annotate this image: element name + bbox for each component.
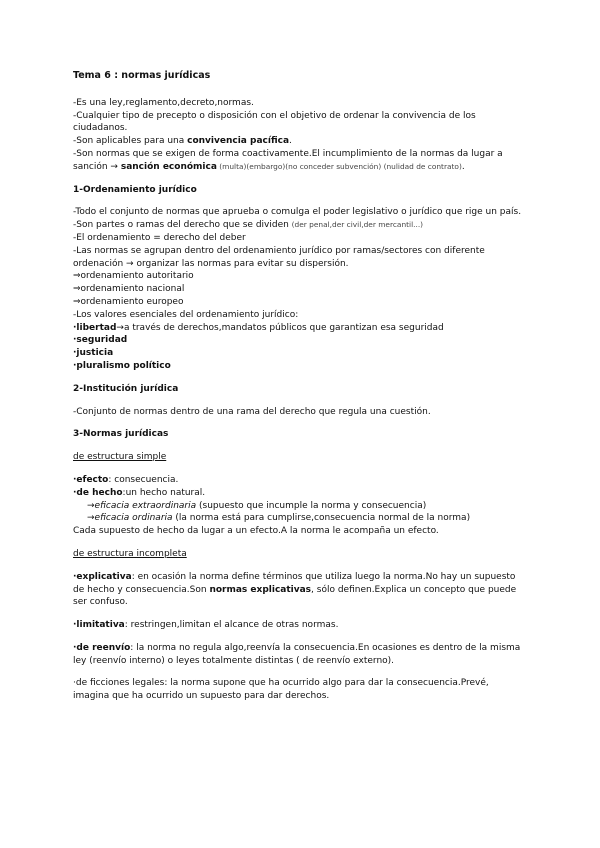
reenvio-text: : la norma no regula algo,reenvía la consecuencia.En ocasiones es dentro de la misma ley (reenvío interno) o leyes totalmente distintas ( de reenvío externo). — [73, 642, 521, 666]
section-3-heading: 3-Normas jurídicas — [73, 429, 169, 440]
ficciones-para: ·de ficciones legales: la norma supone que ha ocurrido algo para dar la consecuencia.Prevé, imagina que ha ocurrido un supuesto para dar derechos. — [73, 678, 489, 702]
efecto-label: ·efecto — [73, 474, 109, 485]
limitativa-text: : restringen,limitan el alcance de otras normas. — [124, 620, 339, 631]
valor-seguridad — [73, 334, 523, 347]
valor-pluralismo — [73, 360, 523, 373]
limitativa-para — [73, 619, 523, 632]
valor-justicia-label: ·justicia — [73, 348, 114, 359]
efecto-line — [73, 474, 523, 487]
explicativa-para — [73, 571, 523, 609]
subheading-estructura-simple: de estructura simple — [73, 452, 167, 463]
s1-line-2 — [73, 219, 523, 232]
explicativa-text-2: , sólo definen.Explica un concepto que puede ser confuso. — [73, 584, 517, 608]
eficacia-extraordinaria-label: →eficacia extraordinaria — [87, 500, 197, 511]
s1-line-2-ramas: (der penal,der civil,der mercantil...) — [291, 220, 424, 230]
normas-explicativas: normas explicativas — [209, 584, 312, 595]
s1-line-6: ⇒ordenamiento nacional — [73, 284, 185, 295]
valor-seguridad-label: ·seguridad — [73, 335, 128, 346]
eficacia-extraordinaria-text: (supuesto que incumple la norma y consecuencia) — [196, 500, 427, 511]
hecho-label: ·de hecho — [73, 487, 123, 498]
s2-line-1: -Conjunto de normas dentro de una rama del derecho que regula una cuestión. — [73, 406, 431, 417]
s1-line-4: -Las normas se agrupan dentro del ordenamiento jurídico por ramas/sectores con diferente ordenación → organizar las normas para evitar su dispersión. — [73, 245, 485, 269]
intro-line-4-end: . — [461, 161, 465, 172]
eficacia-ordinaria — [73, 512, 523, 525]
s1-line-8: -Los valores esenciales del ordenamiento jurídico: — [73, 309, 299, 320]
reenvio-label: ·de reenvío — [73, 642, 131, 653]
document-page — [73, 70, 523, 703]
s1-line-3: -El ordenamiento = derecho del deber — [73, 232, 246, 243]
section-3 — [73, 428, 523, 703]
s1-line-1: -Todo el conjunto de normas que aprueba o comulga el poder legislativo o jurídico que rige un país. — [73, 207, 522, 218]
intro-line-1: -Es una ley,reglamento,decreto,normas. — [73, 97, 254, 108]
subheading-estructura-incompleta: de estructura incompleta — [73, 548, 187, 559]
intro-line-3 — [73, 135, 523, 148]
s1-line-7: ⇒ordenamiento europeo — [73, 296, 184, 307]
document-title: Tema 6 : normas jurídicas — [73, 70, 211, 81]
limitativa-label: ·limitativa — [73, 620, 125, 631]
valor-libertad-text: →a través de derechos,mandatos públicos que garantizan esa seguridad — [116, 322, 444, 333]
convivencia-pacifica: convivencia pacífica — [187, 136, 290, 147]
intro-line-4 — [73, 148, 523, 174]
reenvio-para — [73, 642, 523, 668]
explicativa-text-1: : en ocasión la norma define términos que utiliza luego la norma.No hay un supuesto de hecho y consecuencia.Son — [73, 571, 516, 595]
eficacia-ordinaria-label: →eficacia ordinaria — [87, 513, 173, 524]
hecho-text: :un hecho natural. — [122, 487, 206, 498]
s1-line-2-text: -Son partes o ramas del derecho que se dividen — [73, 220, 292, 231]
explicativa-label: ·explicativa — [73, 571, 132, 582]
section-1-heading: 1-Ordenamiento jurídico — [73, 184, 197, 195]
intro-section — [73, 97, 523, 174]
section-2 — [73, 383, 523, 419]
s1-line-5: ⇒ordenamiento autoritario — [73, 271, 194, 282]
eficacia-ordinaria-text: (la norma está para cumplirse,consecuencia normal de la norma) — [172, 513, 471, 524]
cada-supuesto-line: Cada supuesto de hecho da lugar a un efecto.A la norma le acompaña un efecto. — [73, 526, 439, 537]
intro-line-3-end: . — [289, 136, 292, 147]
sancion-examples: (multa)(embargo)(no conceder subvención) (nulidad de contrato) — [216, 161, 462, 171]
intro-line-4-text: -Son normas que se exigen de forma coactivamente.El incumplimiento de la normas da lugar a sanción → — [73, 148, 503, 172]
sancion-economica: sanción económica — [120, 161, 217, 172]
valor-libertad — [73, 322, 523, 335]
section-1 — [73, 184, 523, 373]
valor-pluralismo-label: ·pluralismo político — [73, 360, 171, 371]
eficacia-extraordinaria — [73, 500, 523, 513]
hecho-line — [73, 487, 523, 500]
valor-justicia — [73, 347, 523, 360]
section-2-heading: 2-Institución jurídica — [73, 383, 179, 394]
valor-libertad-label: ·libertad — [73, 322, 117, 333]
intro-line-2: -Cualquier tipo de precepto o disposición con el objetivo de ordenar la convivencia de los ciudadanos. — [73, 110, 476, 134]
efecto-text: : consecuencia. — [108, 474, 179, 485]
intro-line-3-text: -Son aplicables para una — [73, 136, 188, 147]
